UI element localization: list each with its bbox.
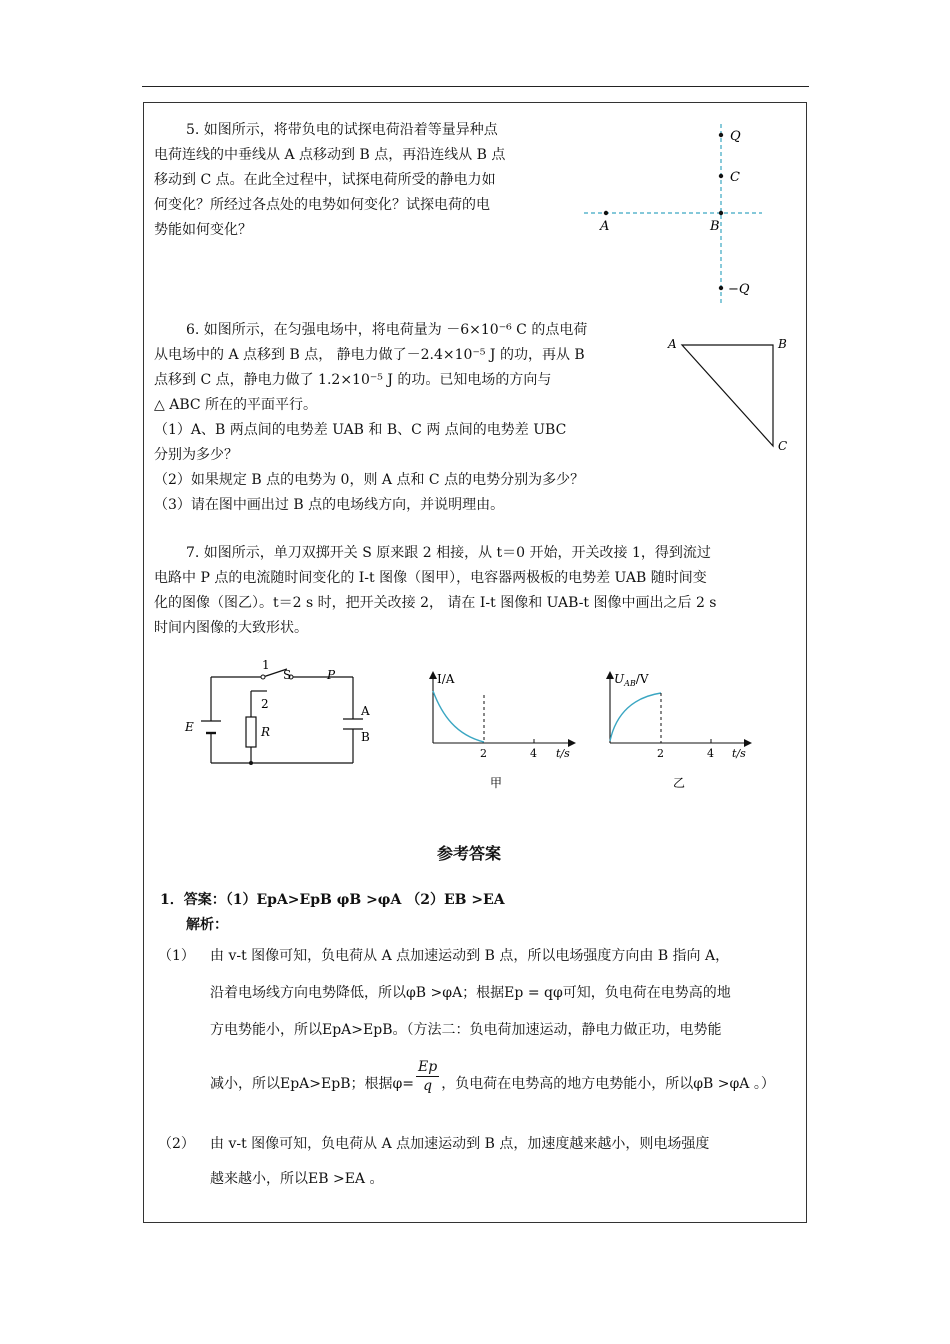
q5-line-3: 移动到 C 点。在此全过程中，试探电荷所受的静电力如 (154, 172, 496, 188)
circuit-label-s: S (283, 668, 292, 682)
circuit-label-p: P (327, 668, 336, 682)
tri-label-a: A (668, 337, 677, 351)
header-rule (142, 86, 809, 87)
i-t-tick-4: 4 (530, 747, 537, 760)
triangle-abc (682, 345, 773, 446)
fraction-ep-over-q (416, 1058, 439, 1095)
part-1-line-3: 方电势能小，所以EpA>EpB。（方法二：负电荷加速运动，静电力做正功，电势能 (210, 1022, 722, 1038)
analysis-label: 解析： (186, 917, 228, 933)
q5-charge-figure (580, 120, 780, 310)
part-2-line-1: 由 v-t 图像可知，负电荷从 A 点加速运动到 B 点，加速度越来越小，则电场强度 (210, 1136, 710, 1152)
circuit-label-b: B (361, 730, 370, 744)
fraction-denominator: q (423, 1077, 433, 1094)
q7-line-2: 电路中 P 点的电流随时间变化的 I-t 图像（图甲），电容器两极板的电势差 UAB 随时间变 (154, 570, 707, 586)
part-1-line-1: 由 v-t 图像可知，负电荷从 A 点加速运动到 B 点，所以电场强度方向由 B 指向 A， (210, 948, 730, 964)
u-t-caption: 乙 (673, 776, 686, 790)
resistor-r (246, 717, 256, 747)
switch-pivot (261, 675, 265, 679)
part-1-number: （1） (158, 948, 195, 964)
q6-line-1: 6. 如图所示，在匀强电场中，将电荷量为 －6×10⁻⁶ C 的点电荷 (186, 322, 588, 338)
label-q: Q (730, 129, 741, 144)
u-t-tick-4: 4 (707, 747, 714, 760)
q6-triangle-figure (664, 332, 804, 462)
point-b (719, 211, 723, 215)
label-neg-q: −Q (728, 282, 750, 297)
part-2-line-2: 越来越小，所以EB >EA 。 (210, 1171, 384, 1187)
circuit-label-e: E (185, 720, 194, 734)
q6-line-8: （3）请在图中画出过 B 点的电场线方向，并说明理由。 (154, 497, 505, 513)
q6-line-3: 点移到 C 点，静电力做了 1.2×10⁻⁵ J 的功。已知电场的方向与 (154, 372, 552, 388)
tri-label-b: B (778, 337, 787, 351)
q5-line-1: 5. 如图所示，将带负电的试探电荷沿着等量异种点 (186, 122, 498, 138)
q5-line-2: 电荷连线的中垂线从 A 点移动到 B 点，再沿连线从 B 点 (154, 147, 506, 163)
point-neg-q (719, 286, 723, 290)
q7-line-1: 7. 如图所示，单刀双掷开关 S 原来跟 2 相接，从 t＝0 开始，开关改接 1，得到流过 (186, 545, 711, 561)
u-t-tick-2: 2 (657, 747, 664, 760)
i-t-caption: 甲 (490, 776, 503, 790)
q7-line-3: 化的图像（图乙）。t＝2 s 时，把开关改接 2， 请在 I-t 图像和 UAB-t 图像中画出之后 2 s (154, 595, 717, 611)
graph-i-t (420, 665, 580, 795)
u-t-y-arrow (606, 671, 614, 679)
i-t-x-arrow (568, 739, 576, 747)
q5-line-5: 势能如何变化？ (154, 222, 252, 238)
u-t-ylabel: $U_{AB}/V$ (614, 672, 649, 688)
circuit-label-a: A (361, 704, 370, 718)
part-1-line-4a: 减小，所以EpA>EpB；根据φ= (210, 1076, 415, 1092)
q6-line-6: 分别为多少？ (154, 447, 238, 463)
circuit-label-r: R (261, 725, 271, 739)
answer-1-head: 1．答案：（1）EpA>EpB φB >φA （2）EB >EA (160, 892, 505, 908)
point-c (719, 174, 723, 178)
u-t-x-arrow (744, 739, 752, 747)
q6-line-7: （2）如果规定 B 点的电势为 0，则 A 点和 C 点的电势分别为多少？ (154, 472, 585, 488)
circuit-label-1: 1 (262, 658, 270, 672)
part-1-line-4b: ，负电荷在电势高的地方电势能小，所以φB >φA 。） (441, 1076, 775, 1092)
u-t-charge-curve (610, 693, 661, 741)
part-2-number: （2） (158, 1136, 195, 1152)
q6-line-4: △ ABC 所在的平面平行。 (154, 397, 318, 413)
q6-line-2: 从电场中的 A 点移到 B 点， 静电力做了－2.4×10⁻⁵ J 的功，再从 B (154, 347, 585, 363)
i-t-y-arrow (429, 671, 437, 679)
i-t-decay-curve (433, 691, 484, 742)
tri-label-c: C (778, 439, 788, 453)
i-t-ylabel: I/A (437, 672, 455, 686)
u-t-xlabel: t/s (732, 747, 746, 760)
circuit-label-2: 2 (261, 697, 269, 711)
i-t-tick-2: 2 (480, 747, 487, 760)
graph-u-t (598, 665, 758, 795)
fraction-numerator: Ep (418, 1058, 438, 1075)
part-1-line-2: 沿着电场线方向电势降低，所以φB >φA；根据Ep = qφ可知，负电荷在电势高的地 (210, 985, 731, 1001)
q6-line-5: （1）A、B 两点间的电势差 UAB 和 B、C 两 点间的电势差 UBC (154, 422, 567, 438)
q7-circuit-diagram (175, 655, 375, 775)
point-q (719, 133, 723, 137)
label-a: A (600, 219, 610, 234)
q7-line-4: 时间内图像的大致形状。 (154, 620, 308, 636)
answers-title: 参考答案 (437, 844, 502, 863)
part-1-line-4 (210, 1058, 775, 1097)
point-a (604, 211, 608, 215)
q5-line-4: 何变化？所经过各点处的电势如何变化？试探电荷的电 (154, 197, 490, 213)
label-c: C (730, 170, 740, 185)
i-t-xlabel: t/s (556, 747, 570, 760)
junction-bottom (249, 761, 253, 765)
label-b: B (710, 219, 720, 234)
